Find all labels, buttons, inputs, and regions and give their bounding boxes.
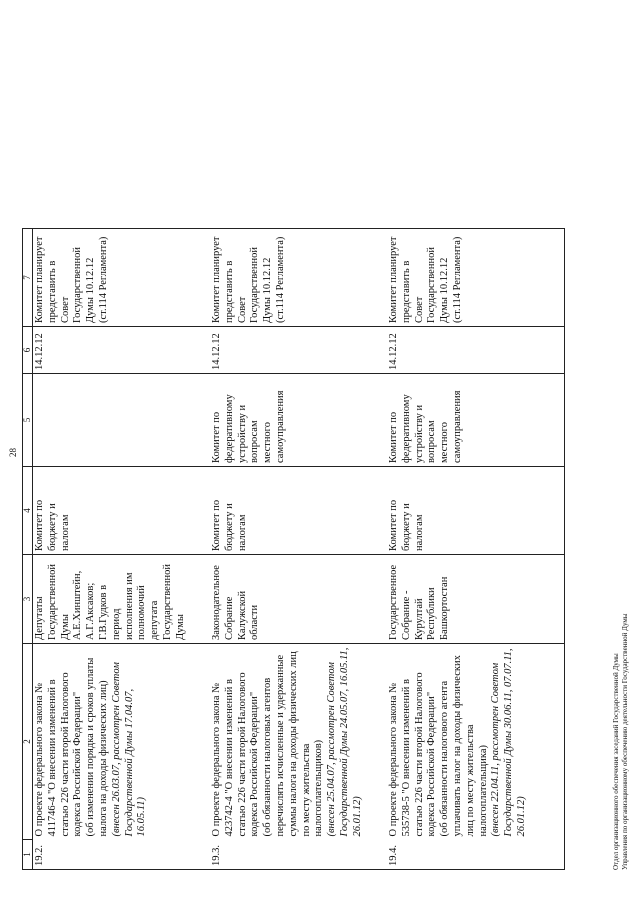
- bill-history: (внесен 26.03.07, рассмотрен Советом Государственной Думы 17.04.07, 16.05.11): [110, 662, 148, 837]
- bill-title: О проекте федерального закона № 411746-4 "О внесении изменений в статью 226 части второй Налогового кодекса Российской Федерации": [34, 672, 84, 837]
- plan-cell: Комитет планирует представить в Совет Государственной Думы 10.12.12 (ст.114 Регламента): [33, 229, 211, 327]
- table-row: [387, 229, 565, 870]
- initiator-cell: Государственное Собрание - Курултай Республики Башкортостан: [387, 555, 565, 644]
- plan-cell: Комитет планирует представить в Совет Государственной Думы 10.12.12 (ст.114 Регламента): [387, 229, 565, 327]
- plan-cell: Комитет планирует представить в Совет Государственной Думы 10.12.12 (ст.114 Регламента): [210, 229, 387, 327]
- footer-line: Управления по организационному обеспечению деятельности Государственной Думы: [621, 613, 629, 870]
- date-cell: 14.12.12: [210, 327, 387, 374]
- table-row: [210, 229, 387, 870]
- bill-history: (внесен 22.04.11, рассмотрен Советом Государственной Думы 30.06.11, 07.07.11, 26.01.12): [490, 648, 527, 837]
- co-committee-cell: Комитет по федеративному устройству и вопросам местного самоуправления: [210, 374, 387, 467]
- column-header: 5: [23, 374, 33, 467]
- committee-cell: Комитет по бюджету и налогам: [210, 467, 387, 555]
- bill-note: (об обязанности налоговых агентов перечислять исчисленные и удержанные суммы налога на доходы физических лиц по месту жительства налогоплательщиков): [262, 651, 325, 837]
- table-row: [33, 229, 211, 870]
- agenda-table: [22, 228, 565, 870]
- bill-description: [33, 644, 211, 840]
- bill-note: (об изменении порядка и сроков уплаты налога на доходы физических лиц): [85, 657, 109, 837]
- committee-cell: Комитет по бюджету и налогам: [33, 467, 211, 555]
- column-header: 3: [23, 555, 33, 644]
- bill-title: О проекте федерального закона № 535738-5 "О внесении изменений в статью 226 части второй Налогового кодекса Российской Федерации": [388, 672, 438, 837]
- footer: [612, 614, 630, 870]
- committee-cell: Комитет по бюджету и налогам: [387, 467, 565, 555]
- initiator-cell: Депутаты Государственной Думы А.Е.Хинштейн, А.Г.Аксаков; Г.В.Гудков в период исполнения им полномочий депутата Государственной Думы: [33, 555, 211, 644]
- footer-line: Отдел организационного обеспечения заседаний Государственной Думы: [612, 653, 620, 870]
- initiator-cell: Законодательное Собрание Калужской области: [210, 555, 387, 644]
- bill-description: [387, 644, 565, 840]
- co-committee-cell: [33, 374, 211, 467]
- item-number: 19.2.: [33, 840, 211, 870]
- column-header: 1: [23, 840, 33, 870]
- column-header: 7: [23, 229, 33, 327]
- bill-note: (об обязанности налогового агента уплачивать налог на доходы физических лиц по месту жительства налогоплательщика): [439, 655, 489, 837]
- item-number: 19.3.: [210, 840, 387, 870]
- column-header: 6: [23, 327, 33, 374]
- bill-history: (внесен 25.04.07, рассмотрен Советом Государственной Думы 24.05.07, 16.05.11, 26.01.12): [326, 647, 363, 837]
- date-cell: 14.12.12: [33, 327, 211, 374]
- date-cell: 14.12.12: [387, 327, 565, 374]
- co-committee-cell: Комитет по федеративному устройству и вопросам местного самоуправления: [387, 374, 565, 467]
- item-number: 19.4.: [387, 840, 565, 870]
- bill-description: [210, 644, 387, 840]
- column-header-row: [23, 229, 33, 870]
- column-header: 2: [23, 644, 33, 840]
- bill-title: О проекте федерального закона № 423742-4 "О внесении изменений в статью 226 части второй Налогового кодекса Российской Федерации": [211, 672, 261, 837]
- column-header: 4: [23, 467, 33, 555]
- page-number: 28: [8, 448, 18, 457]
